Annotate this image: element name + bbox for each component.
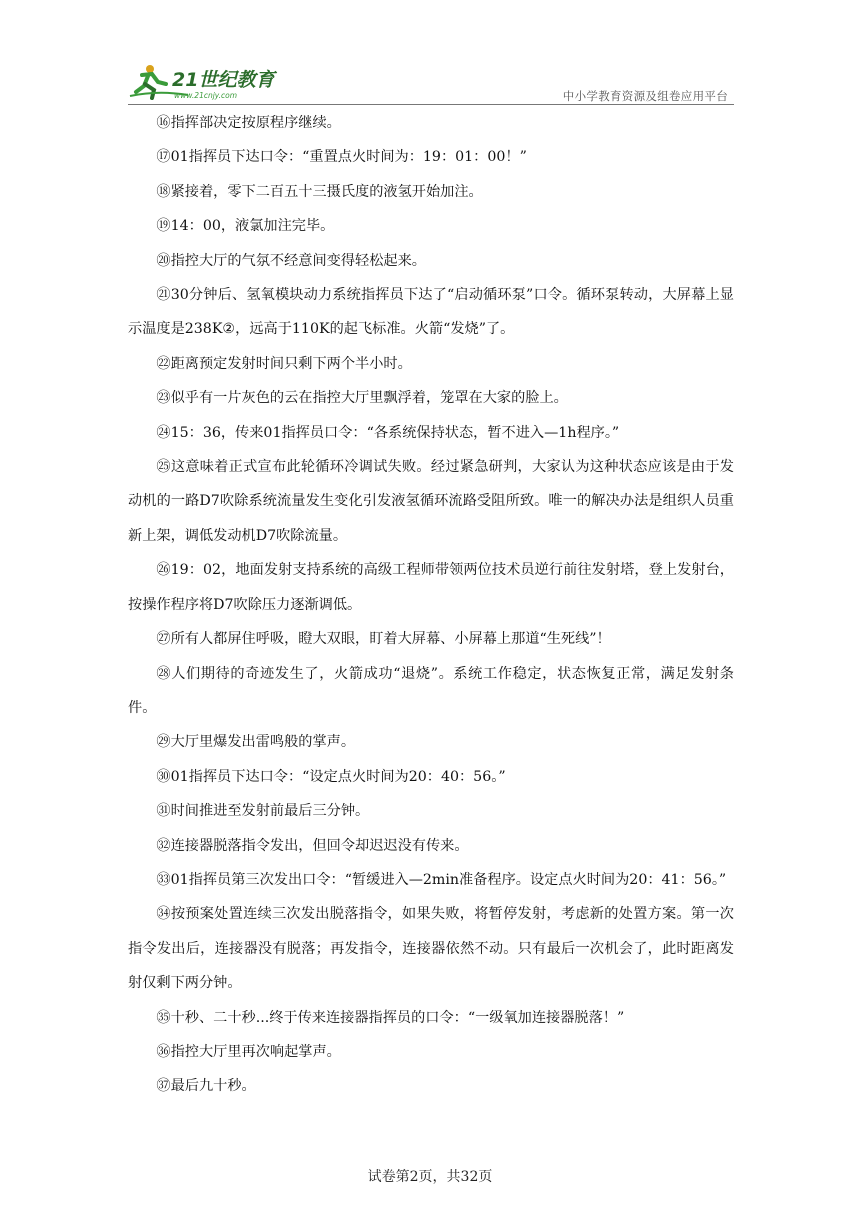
paragraph: ㉝01指挥员第三次发出口令：“暂缓进入—2min准备程序。设定点火时间为20：41：56。” [156, 871, 727, 888]
article-body [128, 106, 734, 1104]
paragraph: ⑱紧接着，零下二百五十三摄氏度的液氢开始加注。 [156, 183, 483, 200]
header-divider [128, 104, 734, 105]
paragraph: ㉓似乎有一片灰色的云在指控大厅里飘浮着，笼罩在大家的脸上。 [156, 390, 568, 407]
platform-name: 中小学教育资源及组卷应用平台 [562, 89, 728, 103]
paragraph: ㉘人们期待的奇迹发生了，火箭成功“退烧”。系统工作稳定，状态恢复正常，满足发射条件。 [128, 665, 734, 716]
paragraph: ⑰01指挥员下达口令：“重置点火时间为：19：01：00！” [156, 149, 527, 166]
page-header [128, 62, 734, 106]
paragraph: ㉒距离预定发射时间只剩下两个半小时。 [156, 355, 412, 372]
logo-main-text: 21世纪教育 [172, 69, 275, 91]
paragraph: ㉕这意味着正式宣布此轮循环冷调试失败。经过紧急研判，大家认为这种状态应该是由于发动机的一路D7吹除系统流量发生变化引发液氢循环流路受阻所致。唯一的解决办法是组织人员重新上架，调低发动机D7吹除流量。 [128, 459, 734, 544]
paragraph: ㊲最后九十秒。 [156, 1078, 256, 1095]
paragraph: ㉛时间推进至发射前最后三分钟。 [156, 803, 370, 820]
paragraph: ⑳指控大厅的气氛不经意间变得轻松起来。 [156, 252, 426, 269]
paragraph: ㉞按预案处置连续三次发出脱落指令，如果失败，将暂停发射，考虑新的处置方案。第一次指令发出后，连接器没有脱落；再发指令，连接器依然不动。只有最后一次机会了，此时距离发射仅剩下两分钟。 [128, 906, 734, 992]
paragraph: ㉑30分钟后、氢氧模块动力系统指挥员下达了“启动循环泵”口令。循环泵转动，大屏幕上显示温度是238K②，远高于110K的起飞标准。火箭“发烧”了。 [128, 287, 734, 338]
logo-21cnjy-icon [128, 62, 278, 102]
logo-url-text: www.21cnjy.com [174, 91, 238, 100]
paragraph: ⑲14：00，液氯加注完毕。 [156, 218, 335, 235]
paragraph: ㉜连接器脱落指令发出，但回令却迟迟没有传来。 [156, 837, 469, 854]
paragraph: ㊱指控大厅里再次响起掌声。 [156, 1043, 341, 1060]
paragraph: ㉟十秒、二十秒...终于传来连接器指挥员的口令：“一级氧加连接器脱落！” [156, 1009, 625, 1026]
paragraph: ⑯指挥部决定按原程序继续。 [156, 115, 341, 131]
paragraph: ㉖19：02，地面发射支持系统的高级工程师带领两位技术员逆行前往发射塔，登上发射台，按操作程序将D7吹除压力逐渐调低。 [128, 562, 734, 613]
paragraph: ㉙大厅里爆发出雷鸣般的掌声。 [156, 734, 356, 751]
paragraph: ㉗所有人都屏住呼吸，瞪大双眼，盯着大屏幕、小屏幕上那道“生死线”！ [156, 631, 611, 648]
paragraph: ㉚01指挥员下达口令：“设定点火时间为20：40：56。” [156, 768, 506, 785]
paragraph: ㉔15：36，传来01指挥员口令：“各系统保持状态，暂不进入—1h程序。” [156, 424, 620, 441]
page-number-footer: 试卷第2页，共32页 [367, 1169, 493, 1185]
